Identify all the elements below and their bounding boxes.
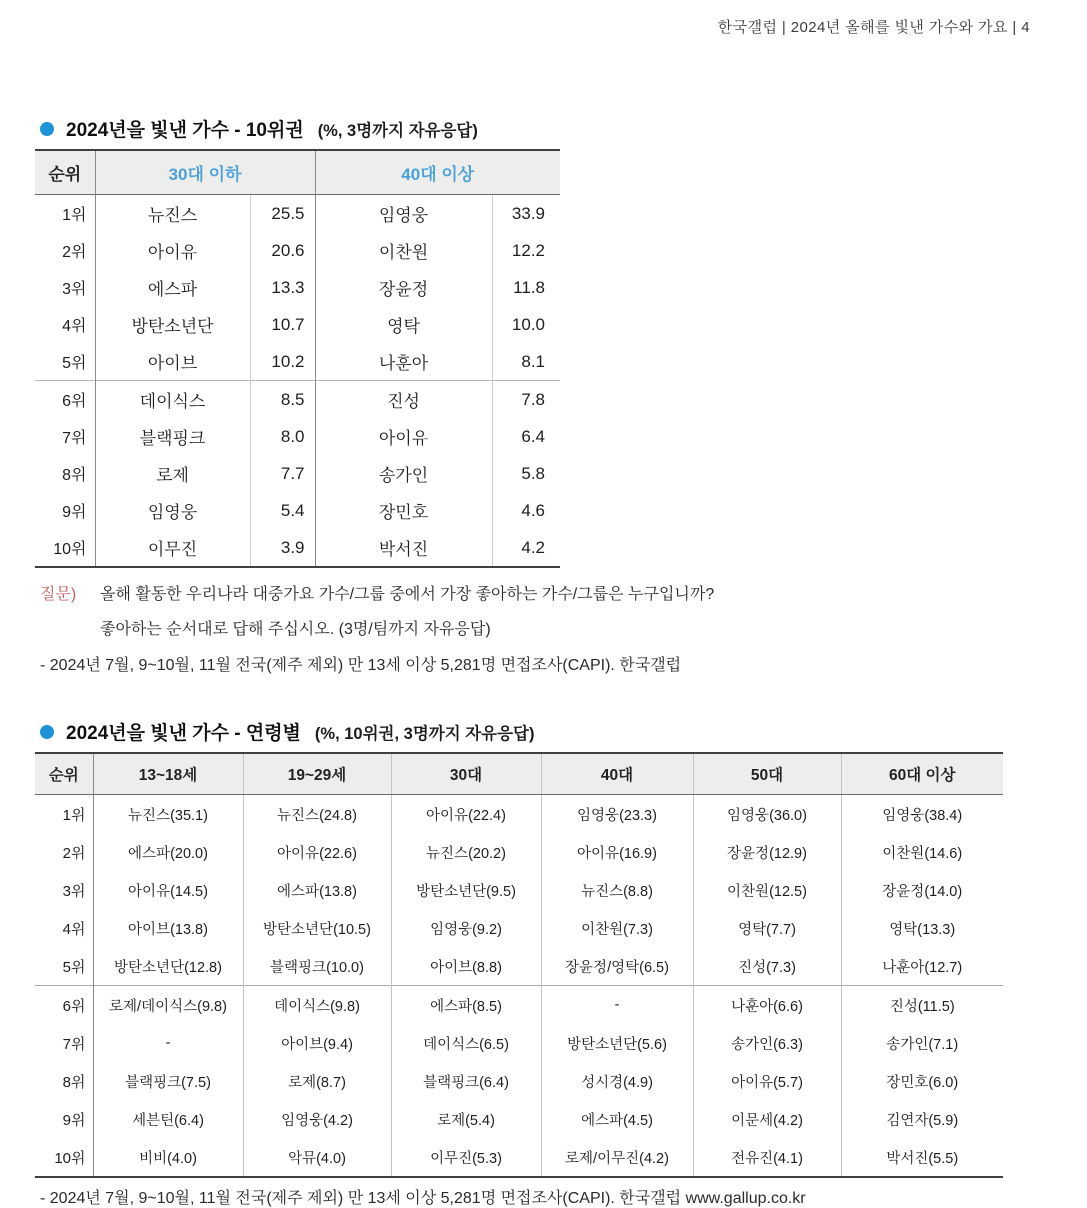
column-header-rank: 순위	[35, 150, 95, 195]
artist-cell: 블랙핑크(7.5)	[93, 1062, 243, 1100]
artist-cell: 이찬원	[315, 232, 492, 269]
artist-cell: 아이브(8.8)	[391, 947, 541, 986]
artist-cell: 장민호(6.0)	[841, 1062, 1003, 1100]
artist-cell: 전유진(4.1)	[693, 1138, 841, 1177]
artist-cell: 임영웅	[315, 195, 492, 233]
artist-cell: -	[93, 1024, 243, 1062]
percent-cell: 12.2	[492, 232, 560, 269]
artist-cell: 진성(7.3)	[693, 947, 841, 986]
artist-cell: 장윤정(14.0)	[841, 871, 1003, 909]
table-row	[35, 381, 560, 419]
artist-cell: 임영웅(4.2)	[243, 1100, 391, 1138]
artist-cell: 블랙핑크(10.0)	[243, 947, 391, 986]
percent-cell: 33.9	[492, 195, 560, 233]
artist-cell: 송가인	[315, 455, 492, 492]
table2-header-row	[35, 753, 1003, 795]
artist-cell: 아이유(16.9)	[541, 833, 693, 871]
artist-cell: -	[541, 986, 693, 1025]
section2-title-note: (%, 10위권, 3명까지 자유응답)	[314, 724, 535, 743]
table1-header-row	[35, 150, 560, 195]
rank-cell: 5위	[62, 355, 87, 372]
artist-cell: 에스파(8.5)	[391, 986, 541, 1025]
artist-cell: 에스파(13.8)	[243, 871, 391, 909]
column-header-under30: 30대 이하	[95, 150, 315, 195]
artist-cell: 뉴진스(20.2)	[391, 833, 541, 871]
percent-cell: 4.2	[492, 529, 560, 567]
artist-cell: 이찬원(7.3)	[541, 909, 693, 947]
percent-cell: 11.8	[492, 269, 560, 306]
artist-cell: 장민호	[315, 492, 492, 529]
artist-cell: 송가인(6.3)	[693, 1024, 841, 1062]
rank-cell: 6위	[35, 986, 93, 1025]
column-header-over40: 40대 이상	[315, 150, 560, 195]
table-row	[35, 1138, 1003, 1177]
artist-cell: 로제/이무진(4.2)	[541, 1138, 693, 1177]
artist-cell: 아이유(14.5)	[93, 871, 243, 909]
table-row	[35, 986, 1003, 1025]
artist-cell: 아이유	[315, 418, 492, 455]
artist-cell: 장윤정(12.9)	[693, 833, 841, 871]
section1-title	[40, 115, 1087, 142]
survey-method-note-bottom: - 2024년 7월, 9~10월, 11월 전국(제주 제외) 만 13세 이상 5,281명 면접조사(CAPI). 한국갤럽 www.gallup.co.kr	[40, 1190, 806, 1207]
rank-cell: 1위	[62, 207, 87, 224]
artist-cell: 아이브(9.4)	[243, 1024, 391, 1062]
artist-cell: 장윤정	[315, 269, 492, 306]
artist-cell: 아이브(13.8)	[93, 909, 243, 947]
rank-cell: 2위	[62, 844, 86, 862]
table-row	[35, 269, 560, 306]
artist-cell: 임영웅(36.0)	[693, 795, 841, 834]
survey-question	[40, 581, 1087, 639]
artist-cell: 진성	[315, 381, 492, 419]
top10-by-agebracket-table	[35, 752, 1003, 1178]
survey-method-note: - 2024년 7월, 9~10월, 11월 전국(제주 제외) 만 13세 이상 5,281명 면접조사(CAPI). 한국갤럽	[40, 657, 682, 674]
artist-cell: 장윤정/영탁(6.5)	[541, 947, 693, 986]
rank-cell: 3위	[62, 882, 86, 900]
rank-cell: 4위	[62, 920, 86, 938]
percent-cell: 13.3	[250, 269, 315, 306]
bullet-icon	[40, 725, 54, 739]
artist-cell: 아이유(22.6)	[243, 833, 391, 871]
artist-cell: 아이유(22.4)	[391, 795, 541, 834]
percent-cell: 8.5	[250, 381, 315, 419]
artist-cell: 이무진	[95, 529, 250, 567]
percent-cell: 7.8	[492, 381, 560, 419]
question-line1: 올해 활동한 우리나라 대중가요 가수/그룹 중에서 가장 좋아하는 가수/그룹은 누구입니까?	[100, 586, 715, 603]
artist-cell: 임영웅	[95, 492, 250, 529]
rank-cell: 9위	[62, 1111, 86, 1129]
artist-cell: 이무진(5.3)	[391, 1138, 541, 1177]
artist-cell: 박서진(5.5)	[841, 1138, 1003, 1177]
table-row	[35, 909, 1003, 947]
column-header-50s: 50대	[693, 753, 841, 795]
percent-cell: 20.6	[250, 232, 315, 269]
artist-cell: 아이브	[95, 343, 250, 381]
artist-cell: 로제/데이식스(9.8)	[93, 986, 243, 1025]
artist-cell: 영탁	[315, 306, 492, 343]
rank-cell: 10위	[54, 1149, 86, 1167]
artist-cell: 진성(11.5)	[841, 986, 1003, 1025]
column-header-30s: 30대	[391, 753, 541, 795]
page-header: 한국갤럽 | 2024년 올해를 빛낸 가수와 가요 | 4	[717, 19, 1030, 36]
artist-cell: 로제(8.7)	[243, 1062, 391, 1100]
artist-cell: 데이식스(6.5)	[391, 1024, 541, 1062]
artist-cell: 블랙핑크(6.4)	[391, 1062, 541, 1100]
percent-cell: 5.8	[492, 455, 560, 492]
column-header-40s: 40대	[541, 753, 693, 795]
artist-cell: 나훈아(6.6)	[693, 986, 841, 1025]
table-row	[35, 871, 1003, 909]
table-row	[35, 833, 1003, 871]
artist-cell: 에스파(20.0)	[93, 833, 243, 871]
artist-cell: 임영웅(38.4)	[841, 795, 1003, 834]
artist-cell: 영탁(13.3)	[841, 909, 1003, 947]
artist-cell: 나훈아	[315, 343, 492, 381]
section1-title-note: (%, 3명까지 자유응답)	[317, 121, 478, 140]
question-label: 질문)	[40, 586, 77, 603]
rank-cell: 8위	[62, 1073, 86, 1091]
artist-cell: 이문세(4.2)	[693, 1100, 841, 1138]
artist-cell: 비비(4.0)	[93, 1138, 243, 1177]
percent-cell: 4.6	[492, 492, 560, 529]
rank-cell: 9위	[62, 504, 87, 521]
artist-cell: 임영웅(9.2)	[391, 909, 541, 947]
table-row	[35, 795, 1003, 834]
rank-cell: 1위	[62, 806, 86, 824]
artist-cell: 아이유(5.7)	[693, 1062, 841, 1100]
percent-cell: 10.2	[250, 343, 315, 381]
artist-cell: 로제	[95, 455, 250, 492]
column-header-60plus: 60대 이상	[841, 753, 1003, 795]
artist-cell: 박서진	[315, 529, 492, 567]
artist-cell: 데이식스(9.8)	[243, 986, 391, 1025]
artist-cell: 성시경(4.9)	[541, 1062, 693, 1100]
table-row	[35, 529, 560, 567]
rank-cell: 10위	[53, 541, 87, 558]
percent-cell: 8.1	[492, 343, 560, 381]
percent-cell: 10.7	[250, 306, 315, 343]
rank-cell: 8위	[62, 467, 87, 484]
artist-cell: 아이유	[95, 232, 250, 269]
section1-title-text: 2024년을 빛낸 가수 - 10위권	[66, 120, 304, 141]
bullet-icon	[40, 122, 54, 136]
percent-cell: 6.4	[492, 418, 560, 455]
artist-cell: 김연자(5.9)	[841, 1100, 1003, 1138]
table-row	[35, 1062, 1003, 1100]
artist-cell: 블랙핑크	[95, 418, 250, 455]
table-row	[35, 195, 560, 233]
artist-cell: 뉴진스(24.8)	[243, 795, 391, 834]
rank-cell: 7위	[62, 1035, 86, 1053]
rank-cell: 6위	[35, 381, 95, 419]
table-row	[35, 306, 560, 343]
table-row	[35, 1024, 1003, 1062]
artist-cell: 이찬원(14.6)	[841, 833, 1003, 871]
rank-cell: 2위	[62, 244, 87, 261]
percent-cell: 25.5	[250, 195, 315, 233]
column-header-13-18: 13~18세	[93, 753, 243, 795]
percent-cell: 10.0	[492, 306, 560, 343]
artist-cell: 방탄소년단(10.5)	[243, 909, 391, 947]
section2-title-text: 2024년을 빛낸 가수 - 연령별	[66, 723, 301, 744]
table-row	[35, 455, 560, 492]
question-line2: 좋아하는 순서대로 답해 주십시오. (3명/팀까지 자유응답)	[100, 621, 491, 638]
rank-cell: 4위	[62, 318, 87, 335]
column-header-19-29: 19~29세	[243, 753, 391, 795]
artist-cell: 이찬원(12.5)	[693, 871, 841, 909]
table-row	[35, 492, 560, 529]
percent-cell: 8.0	[250, 418, 315, 455]
artist-cell: 세븐틴(6.4)	[93, 1100, 243, 1138]
table-row	[35, 1100, 1003, 1138]
table-row	[35, 947, 1003, 986]
artist-cell: 에스파	[95, 269, 250, 306]
artist-cell: 방탄소년단(5.6)	[541, 1024, 693, 1062]
artist-cell: 뉴진스	[95, 195, 250, 233]
artist-cell: 뉴진스(35.1)	[93, 795, 243, 834]
table-row	[35, 418, 560, 455]
rank-cell: 7위	[62, 430, 87, 447]
rank-cell: 3위	[62, 281, 87, 298]
column-header-rank: 순위	[35, 753, 93, 795]
artist-cell: 로제(5.4)	[391, 1100, 541, 1138]
artist-cell: 악뮤(4.0)	[243, 1138, 391, 1177]
rank-cell: 5위	[62, 958, 86, 976]
artist-cell: 영탁(7.7)	[693, 909, 841, 947]
top10-by-agegroup-table	[35, 149, 560, 568]
section2-title	[40, 718, 1087, 745]
table-row	[35, 232, 560, 269]
artist-cell: 에스파(4.5)	[541, 1100, 693, 1138]
artist-cell: 임영웅(23.3)	[541, 795, 693, 834]
table-row	[35, 343, 560, 381]
artist-cell: 방탄소년단(12.8)	[93, 947, 243, 986]
percent-cell: 3.9	[250, 529, 315, 567]
percent-cell: 5.4	[250, 492, 315, 529]
artist-cell: 방탄소년단(9.5)	[391, 871, 541, 909]
percent-cell: 7.7	[250, 455, 315, 492]
artist-cell: 뉴진스(8.8)	[541, 871, 693, 909]
artist-cell: 송가인(7.1)	[841, 1024, 1003, 1062]
artist-cell: 나훈아(12.7)	[841, 947, 1003, 986]
artist-cell: 방탄소년단	[95, 306, 250, 343]
artist-cell: 데이식스	[95, 381, 250, 419]
